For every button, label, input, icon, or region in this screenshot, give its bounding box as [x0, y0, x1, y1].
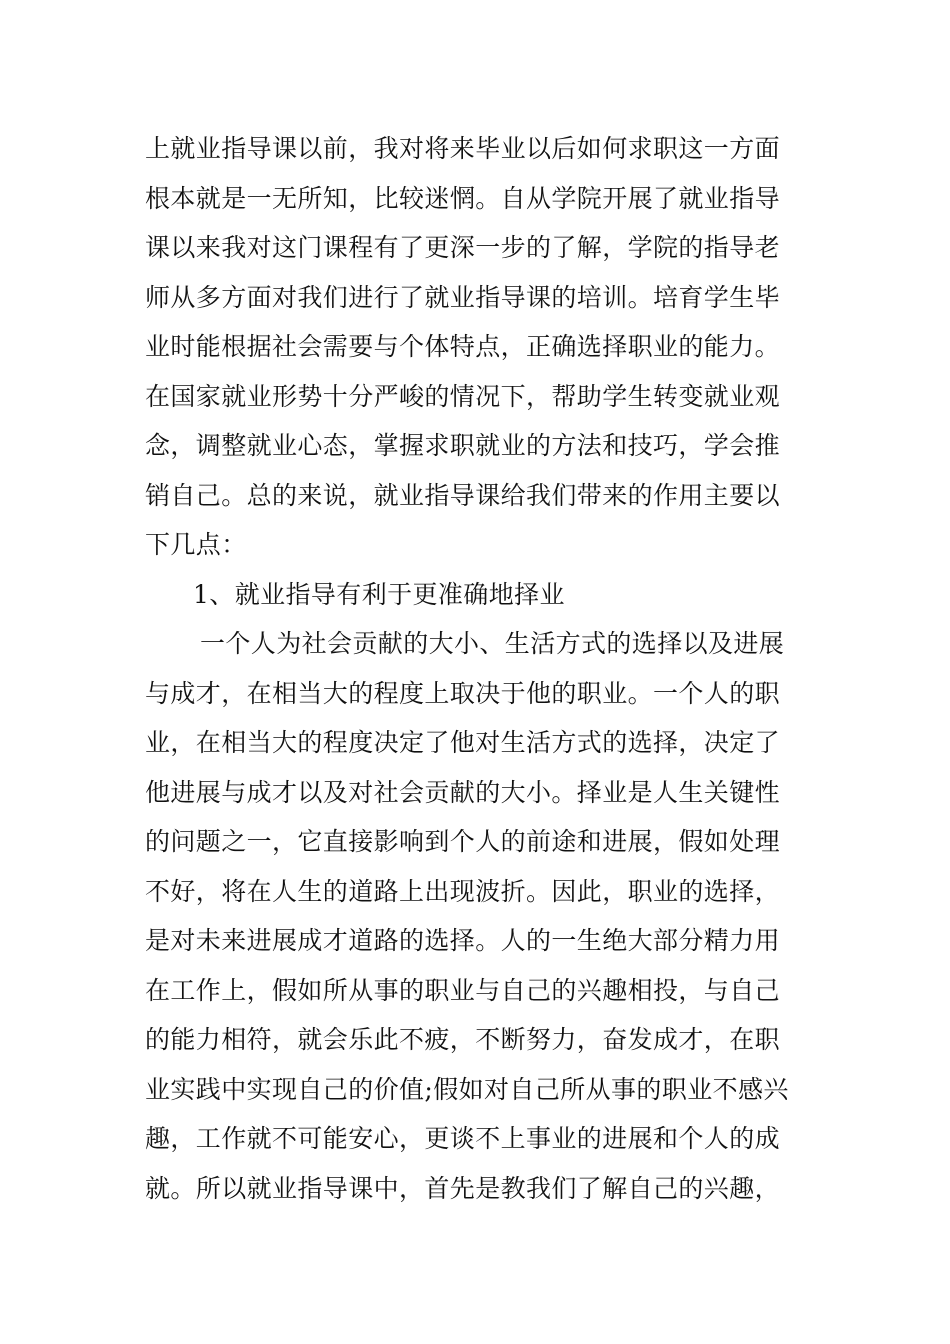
text-line: 与成才，在相当大的程度上取决于他的职业。一个人的职 [145, 678, 781, 708]
paragraph-first-line: 一个人为社会贡献的大小、生活方式的选择以及进展 [200, 629, 785, 658]
text-line: 在国家就业形势十分严峻的情况下，帮助学生转变就业观 [145, 381, 781, 411]
text-line: 课以来我对这门课程有了更深一步的了解，学院的指导老 [145, 233, 781, 262]
text-line: 销自己。总的来说，就业指导课给我们带来的作用主要以 [145, 480, 781, 510]
text-line: 的问题之一，它直接影响到个人的前途和进展，假如处理 [145, 827, 781, 856]
text-line: 下几点： [145, 530, 247, 559]
text-line: 上就业指导课以前，我对将来毕业以后如何求职这一方面 [145, 134, 781, 163]
text-line: 他进展与成才以及对社会贡献的大小。择业是人生关键性 [145, 777, 781, 807]
text-line: 业，在相当大的程度决定了他对生活方式的选择，决定了 [145, 728, 781, 757]
text-line: 在工作上，假如所从事的职业与自己的兴趣相投，与自己 [145, 975, 781, 1005]
text-line: 不好，将在人生的道路上出现波折。因此，职业的选择， [145, 876, 781, 906]
text-line: 业实践中实现自己的价值;假如对自己所从事的职业不感兴 [145, 1074, 789, 1104]
text-line: 根本就是一无所知，比较迷惘。自从学院开展了就业指导 [145, 183, 781, 213]
text-line: 业时能根据社会需要与个体特点，正确选择职业的能力。 [145, 332, 781, 361]
text-line: 是对未来进展成才道路的选择。人的一生绝大部分精力用 [145, 926, 781, 955]
text-line: 师从多方面对我们进行了就业指导课的培训。培育学生毕 [145, 282, 781, 312]
text-line: 就。所以就业指导课中，首先是教我们了解自己的兴趣， [145, 1173, 781, 1203]
body-text [145, 124, 815, 1213]
text-line: 念，调整就业心态，掌握求职就业的方法和技巧，学会推 [145, 431, 781, 460]
text-line: 趣，工作就不可能安心，更谈不上事业的进展和个人的成 [145, 1124, 781, 1153]
section-heading: 1、就业指导有利于更准确地择业 [193, 579, 565, 609]
text-line: 的能力相符，就会乐此不疲，不断努力，奋发成才，在职 [145, 1025, 781, 1054]
